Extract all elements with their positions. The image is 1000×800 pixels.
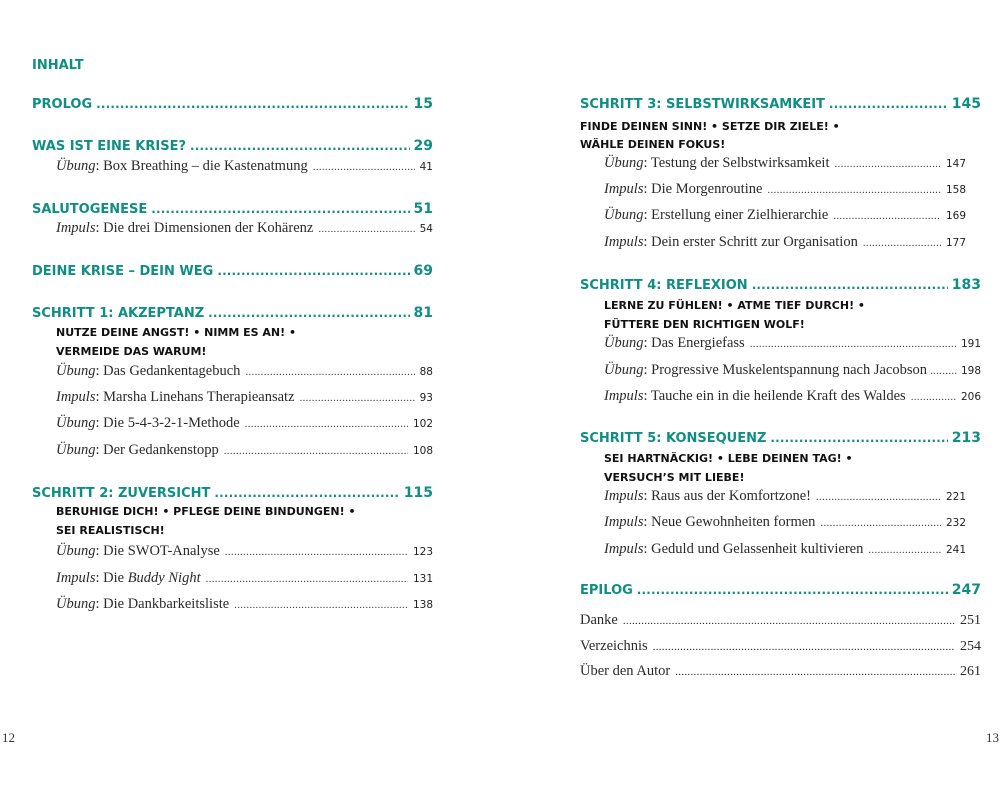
toc-entry-epilog[interactable] xyxy=(580,582,981,598)
chapter-subtitle: SEI REALISTISCH! xyxy=(56,524,165,537)
leader-dots xyxy=(637,583,948,598)
leader-dots xyxy=(820,514,941,531)
entry-prefix: Impuls xyxy=(56,220,96,236)
toc-page: 29 xyxy=(413,138,433,154)
leader-dots xyxy=(214,486,399,501)
toc-page: 251 xyxy=(960,613,981,628)
page-number-right: 13 xyxy=(986,730,999,745)
entry-prefix: Impuls xyxy=(604,234,644,250)
leader-dots xyxy=(234,596,408,613)
toc-subentry[interactable] xyxy=(604,181,966,198)
entry-page: 169 xyxy=(945,210,966,222)
entry-page: 147 xyxy=(945,158,966,170)
entry-page: 123 xyxy=(412,546,433,558)
entry-prefix: Impuls xyxy=(604,388,644,404)
entry-page: 93 xyxy=(419,392,433,404)
right-page xyxy=(500,0,1000,800)
entry-text: : Die Morgenroutine xyxy=(643,181,763,197)
entry-page: 177 xyxy=(945,237,966,249)
toc-entry-schritt-5[interactable] xyxy=(580,430,981,446)
entry-text: : Neue Gewohnheiten formen xyxy=(643,514,816,530)
entry-prefix: Impuls xyxy=(604,488,644,504)
entry-prefix: Übung xyxy=(56,415,96,431)
toc-subentry[interactable] xyxy=(604,335,981,352)
leader-dots xyxy=(96,97,409,112)
entry-prefix: Impuls xyxy=(56,570,96,586)
toc-subentry[interactable] xyxy=(604,234,966,251)
entry-text: : Die drei Dimensionen der Kohärenz xyxy=(95,220,314,236)
toc-page: 183 xyxy=(951,277,981,293)
leader-dots xyxy=(245,415,408,432)
toc-entry-schritt-1[interactable] xyxy=(32,305,433,321)
chapter-subtitle: WÄHLE DEINEN FOKUS! xyxy=(580,138,726,151)
entry-text: : Raus aus der Komfortzone! xyxy=(643,488,811,504)
entry-prefix: Übung xyxy=(56,158,96,174)
leader-dots xyxy=(623,612,955,629)
entry-page: 158 xyxy=(945,184,966,196)
leader-dots xyxy=(151,202,409,217)
entry-text: : Die Dankbarkeitsliste xyxy=(95,596,230,612)
toc-entry-autor[interactable] xyxy=(580,663,981,680)
entry-page: 41 xyxy=(419,161,433,173)
entry-prefix: Übung xyxy=(604,155,644,171)
toc-entry-salutogenese[interactable] xyxy=(32,201,433,217)
toc-subentry[interactable] xyxy=(56,220,433,237)
entry-page: 54 xyxy=(419,223,433,235)
toc-page: 261 xyxy=(960,664,981,679)
entry-text: : Box Breathing – die Kastenatmung xyxy=(95,158,308,174)
inhalt-heading xyxy=(32,58,84,73)
entry-page: 131 xyxy=(412,573,433,585)
leader-dots xyxy=(930,362,958,379)
entry-prefix: Übung xyxy=(56,442,96,458)
leader-dots xyxy=(224,442,408,459)
page-number-left: 12 xyxy=(2,730,15,745)
entry-text: : Das Gedankentagebuch xyxy=(95,363,241,379)
leader-dots xyxy=(911,388,956,405)
toc-subentry[interactable] xyxy=(56,543,433,560)
toc-entry-deine-krise[interactable] xyxy=(32,263,433,279)
entry-page: 198 xyxy=(960,365,981,377)
entry-text: : Die 5-4-3-2-1-Methode xyxy=(95,415,240,431)
entry-text: : Testung der Selbstwirksamkeit xyxy=(643,155,830,171)
leader-dots xyxy=(675,663,955,680)
leader-dots xyxy=(833,207,941,224)
leader-dots xyxy=(834,155,940,172)
leader-dots xyxy=(206,570,408,587)
chapter-subtitle: LERNE ZU FÜHLEN! • ATME TIEF DURCH! • xyxy=(604,299,865,312)
leader-dots xyxy=(770,431,947,446)
leader-dots xyxy=(816,488,941,505)
chapter-subtitle: FÜTTERE DEN RICHTIGEN WOLF! xyxy=(604,318,805,331)
entry-text: : Geduld und Gelassenheit kultivieren xyxy=(643,541,864,557)
toc-page: 254 xyxy=(960,639,981,654)
toc-title: PROLOG xyxy=(32,97,93,112)
toc-title: WAS IST EINE KRISE? xyxy=(32,139,187,154)
toc-title: Über den Autor xyxy=(580,663,671,679)
chapter-subtitle: SEI HARTNÄCKIG! • LEBE DEINEN TAG! • xyxy=(604,452,853,465)
entry-page: 108 xyxy=(412,445,433,457)
chapter-subtitle: FINDE DEINEN SINN! • SETZE DIR ZIELE! • xyxy=(580,120,840,133)
toc-subentry[interactable] xyxy=(604,488,966,505)
toc-subentry[interactable] xyxy=(56,415,433,432)
leader-dots xyxy=(300,389,415,406)
entry-page: 221 xyxy=(945,491,966,503)
leader-dots xyxy=(767,181,941,198)
toc-title: SCHRITT 2: ZUVERSICHT xyxy=(32,486,211,501)
entry-page: 88 xyxy=(419,366,433,378)
toc-title: Danke xyxy=(580,612,618,628)
toc-title: SCHRITT 5: KONSEQUENZ xyxy=(580,431,767,446)
entry-text: : Erstellung einer Zielhierarchie xyxy=(643,207,829,223)
entry-italic-tail: Buddy Night xyxy=(127,570,201,586)
inhalt-label: INHALT xyxy=(32,58,84,73)
leader-dots xyxy=(318,220,414,237)
leader-dots xyxy=(750,335,956,352)
leader-dots xyxy=(190,139,410,154)
toc-entry-danke[interactable] xyxy=(580,612,981,629)
chapter-subtitle: BERUHIGE DICH! • PFLEGE DEINE BINDUNGEN! • xyxy=(56,505,356,518)
leader-dots xyxy=(752,278,948,293)
entry-prefix: Übung xyxy=(56,543,96,559)
toc-title: SALUTOGENESE xyxy=(32,202,148,217)
entry-page: 102 xyxy=(412,418,433,430)
toc-title: DEINE KRISE – DEIN WEG xyxy=(32,264,214,279)
toc-subentry[interactable] xyxy=(56,389,433,406)
toc-page: 81 xyxy=(413,305,433,321)
toc-subentry[interactable] xyxy=(56,570,433,587)
toc-page: 69 xyxy=(413,263,433,279)
toc-subentry[interactable] xyxy=(56,596,433,613)
leader-dots xyxy=(313,158,415,175)
entry-text: : Progressive Muskelentspannung nach Jacobson xyxy=(643,362,927,378)
entry-prefix: Impuls xyxy=(604,541,644,557)
toc-title: SCHRITT 4: REFLEXION xyxy=(580,278,748,293)
toc-page: 15 xyxy=(413,96,433,112)
toc-title: EPILOG xyxy=(580,583,633,598)
toc-page: 115 xyxy=(403,485,433,501)
toc-entry-prolog[interactable] xyxy=(32,96,433,112)
leader-dots xyxy=(245,363,414,380)
toc-title: SCHRITT 3: SELBSTWIRKSAMKEIT xyxy=(580,97,825,112)
entry-prefix: Übung xyxy=(604,335,644,351)
toc-subentry[interactable] xyxy=(56,363,433,380)
toc-entry-verzeichnis[interactable] xyxy=(580,638,981,655)
toc-entry-schritt-2[interactable] xyxy=(32,485,433,501)
toc-page: 51 xyxy=(413,201,433,217)
leader-dots xyxy=(868,541,941,558)
entry-prefix: Übung xyxy=(56,596,96,612)
toc-entry-krise[interactable] xyxy=(32,138,433,154)
toc-subentry[interactable] xyxy=(604,388,981,405)
chapter-subtitle: VERMEIDE DAS WARUM! xyxy=(56,345,207,358)
toc-subentry[interactable] xyxy=(604,541,966,558)
leader-dots xyxy=(863,234,941,251)
toc-subentry[interactable] xyxy=(604,514,966,531)
toc-subentry[interactable] xyxy=(604,207,966,224)
leader-dots xyxy=(829,97,948,112)
toc-subentry[interactable] xyxy=(56,442,433,459)
entry-text: : Die SWOT-Analyse xyxy=(95,543,220,559)
entry-page: 241 xyxy=(945,544,966,556)
toc-page: 145 xyxy=(951,96,981,112)
toc-subentry[interactable] xyxy=(604,362,981,379)
leader-dots xyxy=(225,543,408,560)
toc-page: 213 xyxy=(951,430,981,446)
entry-page: 206 xyxy=(960,391,981,403)
entry-text: : Der Gedankenstopp xyxy=(95,442,219,458)
toc-title: SCHRITT 1: AKZEPTANZ xyxy=(32,306,205,321)
toc-entry-schritt-3[interactable] xyxy=(580,96,981,112)
leader-dots xyxy=(217,264,409,279)
entry-page: 138 xyxy=(412,599,433,611)
entry-prefix: Übung xyxy=(604,207,644,223)
entry-text: : Dein erster Schritt zur Organisation xyxy=(643,234,858,250)
leader-dots xyxy=(653,638,955,655)
entry-prefix: Übung xyxy=(604,362,644,378)
toc-subentry[interactable] xyxy=(604,155,966,172)
toc-subentry[interactable] xyxy=(56,158,433,175)
entry-text: : Die xyxy=(95,570,128,586)
leader-dots xyxy=(208,306,409,321)
entry-prefix: Impuls xyxy=(604,514,644,530)
entry-text: : Das Energiefass xyxy=(643,335,745,351)
toc-page: 247 xyxy=(951,582,981,598)
entry-prefix: Übung xyxy=(56,363,96,379)
chapter-subtitle: NUTZE DEINE ANGST! • NIMM ES AN! • xyxy=(56,326,297,339)
toc-title: Verzeichnis xyxy=(580,638,648,654)
entry-page: 232 xyxy=(945,517,966,529)
entry-prefix: Impuls xyxy=(604,181,644,197)
entry-text: : Tauche ein in die heilende Kraft des Waldes xyxy=(643,388,906,404)
entry-prefix: Impuls xyxy=(56,389,96,405)
toc-entry-schritt-4[interactable] xyxy=(580,277,981,293)
entry-page: 191 xyxy=(960,338,981,350)
entry-text: : Marsha Linehans Therapieansatz xyxy=(95,389,295,405)
chapter-subtitle: VERSUCH’S MIT LIEBE! xyxy=(604,471,745,484)
